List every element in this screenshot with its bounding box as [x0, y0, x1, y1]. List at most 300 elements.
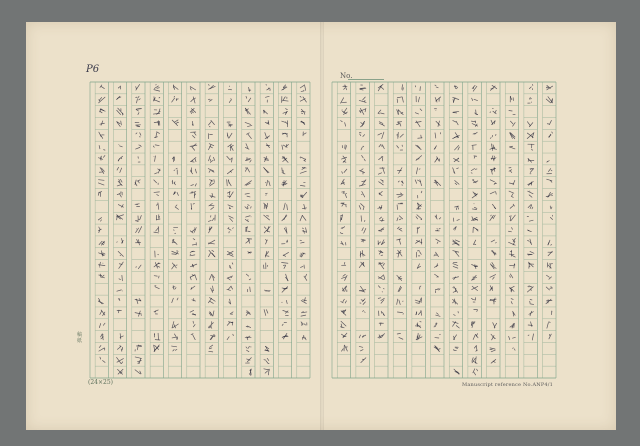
ink-stroke: [452, 243, 456, 244]
handwritten-character: [363, 310, 365, 312]
handwritten-character: [378, 275, 385, 280]
ink-stroke: [174, 96, 175, 97]
handwritten-character: [245, 108, 250, 114]
handwritten-character: [303, 132, 306, 136]
handwritten-character: [471, 121, 477, 127]
handwritten-character: [473, 227, 478, 232]
ink-stroke: [227, 156, 230, 160]
handwritten-character: [154, 180, 158, 185]
ink-stroke: [233, 334, 234, 335]
handwritten-character: [264, 369, 270, 375]
ink-stroke: [248, 231, 250, 232]
ink-stroke: [474, 99, 478, 100]
ink-stroke: [193, 239, 195, 240]
handwritten-character: [208, 169, 214, 173]
ink-stroke: [418, 227, 419, 228]
handwritten-character: [398, 286, 401, 291]
handwritten-character: [249, 369, 251, 375]
ink-stroke: [403, 88, 404, 91]
ink-stroke: [301, 301, 306, 304]
ink-stroke: [436, 315, 440, 316]
ink-stroke: [364, 101, 365, 102]
ink-stroke: [530, 301, 531, 304]
ink-stroke: [360, 350, 363, 351]
handwritten-character: [246, 274, 250, 280]
handwritten-character: [265, 346, 269, 351]
handwritten-character: [190, 144, 197, 150]
handwritten-character: [510, 133, 515, 139]
ink-stroke: [230, 312, 233, 314]
ink-stroke: [342, 172, 343, 174]
ink-stroke: [246, 347, 247, 348]
handwritten-character: [397, 203, 403, 209]
handwritten-character: [282, 333, 288, 339]
ink-stroke: [362, 155, 364, 157]
ink-stroke: [415, 113, 418, 114]
ink-stroke: [158, 227, 159, 232]
handwritten-character: [397, 97, 403, 103]
ink-stroke: [210, 301, 214, 303]
ink-stroke: [346, 145, 347, 149]
ink-stroke: [455, 206, 459, 207]
handwriting-ink: [98, 84, 552, 375]
ink-stroke: [195, 159, 196, 162]
handwritten-character: [491, 156, 496, 161]
handwritten-character: [154, 85, 160, 92]
ink-stroke: [209, 274, 211, 279]
ink-stroke: [453, 98, 459, 100]
ink-stroke: [229, 182, 231, 185]
handwritten-character: [282, 96, 289, 102]
handwritten-character: [191, 168, 197, 174]
ink-stroke: [510, 146, 513, 147]
ink-stroke: [493, 250, 495, 255]
handwritten-character: [418, 135, 422, 138]
ink-stroke: [208, 220, 211, 221]
ink-stroke: [362, 240, 366, 241]
ink-stroke: [140, 133, 141, 136]
ink-stroke: [119, 262, 123, 268]
ink-stroke: [436, 252, 439, 257]
handwritten-character: [415, 322, 421, 328]
ink-stroke: [99, 97, 101, 100]
handwritten-character: [342, 262, 346, 265]
handwritten-character: [342, 192, 347, 198]
ink-stroke: [382, 132, 384, 139]
handwritten-character: [264, 227, 270, 233]
handwritten-character: [378, 168, 384, 175]
ink-stroke: [453, 240, 459, 245]
ink-stroke: [154, 180, 157, 183]
handwritten-character: [120, 334, 123, 339]
handwritten-character: [402, 85, 403, 91]
ink-stroke: [117, 290, 122, 291]
ink-stroke: [266, 216, 268, 217]
ink-stroke: [496, 242, 497, 243]
handwritten-character: [415, 109, 422, 114]
handwritten-character: [227, 180, 231, 186]
handwritten-character: [191, 97, 196, 103]
handwritten-character: [192, 121, 193, 125]
ink-stroke: [282, 121, 285, 122]
ink-stroke: [527, 287, 533, 292]
ink-stroke: [359, 205, 361, 209]
handwritten-character: [379, 191, 382, 195]
handwritten-character: [416, 333, 422, 340]
ink-stroke: [135, 313, 141, 314]
handwritten-character: [282, 215, 287, 221]
ink-stroke: [379, 122, 383, 124]
ink-stroke: [512, 255, 515, 257]
ink-stroke: [248, 134, 251, 138]
handwritten-character: [453, 111, 459, 113]
handwritten-character: [285, 274, 288, 281]
ink-stroke: [137, 360, 141, 361]
handwritten-character: [529, 84, 533, 89]
ink-stroke: [301, 253, 302, 256]
handwritten-character: [548, 251, 552, 255]
ink-stroke: [300, 96, 301, 97]
ink-stroke: [514, 349, 515, 350]
ink-stroke: [362, 254, 365, 256]
handwritten-character: [490, 191, 496, 194]
handwritten-character: [453, 287, 458, 293]
handwritten-character: [135, 122, 140, 126]
ink-stroke: [174, 183, 175, 185]
ink-stroke: [249, 374, 251, 376]
handwritten-character: [416, 215, 422, 220]
ink-stroke: [455, 240, 459, 242]
ink-stroke: [399, 216, 402, 219]
handwritten-character: [210, 180, 215, 186]
ink-stroke: [300, 215, 302, 220]
handwritten-character: [263, 263, 267, 269]
ink-stroke: [361, 300, 364, 301]
ink-stroke: [157, 204, 158, 205]
ink-stroke: [250, 287, 251, 292]
ink-stroke: [245, 193, 249, 194]
handwritten-character: [227, 334, 233, 340]
handwritten-character: [118, 299, 120, 301]
ink-stroke: [360, 108, 363, 114]
handwritten-character: [154, 310, 158, 314]
handwritten-character: [173, 227, 177, 233]
handwritten-character: [118, 205, 123, 208]
handwritten-character: [474, 309, 478, 311]
ink-stroke: [510, 326, 512, 327]
ink-stroke: [472, 358, 473, 362]
handwritten-character: [98, 180, 104, 185]
handwritten-character: [227, 286, 233, 290]
handwritten-character: [379, 144, 384, 148]
ink-stroke: [284, 203, 285, 209]
handwritten-character: [245, 358, 251, 363]
handwritten-character: [136, 239, 141, 245]
ink-stroke: [209, 156, 211, 161]
ink-stroke: [381, 113, 385, 114]
ink-stroke: [285, 109, 287, 110]
handwritten-character: [264, 203, 268, 209]
ink-stroke: [362, 228, 364, 231]
ink-stroke: [453, 111, 459, 112]
ink-stroke: [120, 168, 122, 173]
handwritten-character: [527, 122, 532, 127]
ink-stroke: [122, 362, 123, 364]
ink-stroke: [363, 122, 364, 123]
ink-stroke: [210, 327, 211, 328]
handwritten-character: [415, 121, 421, 127]
handwritten-character: [153, 97, 160, 102]
handwritten-character: [249, 87, 251, 91]
handwritten-character: [509, 146, 515, 149]
handwritten-character: [378, 334, 385, 339]
handwritten-character: [510, 286, 515, 292]
handwritten-character: [455, 145, 460, 150]
ink-stroke: [100, 357, 101, 359]
handwritten-character: [397, 193, 403, 197]
handwritten-character: [191, 157, 196, 162]
handwritten-character: [154, 192, 159, 196]
ink-stroke: [421, 135, 422, 138]
handwritten-character: [154, 276, 159, 278]
ink-stroke: [509, 191, 514, 193]
handwritten-character: [528, 158, 534, 162]
ink-stroke: [453, 136, 457, 138]
ink-stroke: [363, 97, 366, 100]
handwritten-character: [300, 85, 305, 92]
ink-stroke: [159, 97, 160, 98]
ink-stroke: [344, 88, 345, 89]
handwritten-character: [528, 239, 532, 245]
ink-stroke: [229, 100, 230, 102]
handwritten-character: [266, 144, 269, 148]
ink-stroke: [399, 229, 402, 231]
handwritten-character: [173, 286, 176, 289]
ink-stroke: [475, 357, 476, 363]
handwritten-character: [209, 227, 212, 233]
ink-stroke: [158, 203, 159, 210]
ink-stroke: [493, 323, 495, 328]
ink-stroke: [436, 239, 441, 242]
handwritten-character: [266, 85, 270, 91]
ink-stroke: [421, 310, 422, 315]
handwritten-character: [99, 241, 105, 245]
handwritten-character: [435, 215, 441, 219]
handwritten-character: [245, 168, 249, 173]
ink-stroke: [172, 98, 175, 102]
handwritten-character: [119, 262, 123, 268]
ink-stroke: [363, 302, 365, 305]
handwritten-character: [117, 192, 122, 197]
ink-stroke: [381, 311, 382, 313]
ink-stroke: [265, 156, 267, 161]
ink-stroke: [436, 97, 441, 101]
ink-stroke: [136, 84, 140, 90]
ink-stroke: [528, 240, 530, 241]
ink-stroke: [191, 112, 192, 113]
ink-stroke: [247, 206, 248, 208]
handwritten-character: [379, 311, 385, 316]
handwritten-character: [453, 335, 456, 340]
ink-stroke: [302, 208, 306, 209]
ink-stroke: [138, 96, 139, 98]
handwritten-character: [302, 228, 306, 234]
ink-stroke: [490, 138, 491, 139]
ink-stroke: [230, 125, 231, 127]
ink-stroke: [363, 135, 365, 137]
ink-stroke: [209, 144, 214, 146]
ink-stroke: [194, 132, 196, 135]
ink-stroke: [400, 228, 402, 229]
handwritten-character: [136, 265, 141, 269]
ink-stroke: [191, 99, 194, 102]
handwritten-character: [118, 86, 120, 89]
handwritten-character: [99, 323, 105, 328]
ink-stroke: [304, 160, 306, 161]
ink-stroke: [342, 277, 346, 279]
handwritten-character: [229, 99, 231, 103]
handwritten-character: [209, 156, 215, 163]
handwritten-character: [229, 216, 234, 221]
ink-stroke: [173, 286, 174, 289]
ink-stroke: [192, 135, 194, 137]
handwritten-character: [302, 335, 306, 340]
handwritten-character: [434, 252, 439, 257]
ink-stroke: [154, 90, 160, 92]
ink-stroke: [472, 217, 473, 220]
ink-stroke: [98, 218, 101, 220]
handwritten-character: [397, 250, 402, 257]
ink-stroke: [529, 195, 532, 197]
handwritten-character: [227, 156, 232, 162]
handwritten-character: [415, 239, 421, 244]
ink-stroke: [300, 185, 305, 186]
handwritten-character: [378, 286, 384, 292]
ink-stroke: [302, 228, 303, 229]
ink-stroke: [99, 275, 102, 276]
handwritten-character: [548, 132, 552, 137]
handwritten-character: [153, 109, 160, 115]
ink-stroke: [248, 346, 249, 348]
handwritten-character: [99, 146, 105, 151]
handwritten-character: [546, 85, 552, 90]
ink-stroke: [211, 120, 215, 124]
ink-stroke: [99, 346, 101, 348]
ink-stroke: [138, 113, 139, 115]
ink-stroke: [341, 327, 344, 328]
handwritten-character: [227, 122, 232, 127]
handwritten-character: [415, 86, 420, 91]
handwritten-character: [359, 286, 365, 292]
ink-stroke: [439, 228, 440, 229]
ink-stroke: [122, 347, 123, 350]
ink-stroke: [195, 275, 197, 280]
ink-stroke: [513, 123, 516, 127]
handwritten-character: [343, 85, 347, 90]
ink-stroke: [301, 113, 302, 114]
ink-stroke: [98, 298, 99, 300]
handwritten-character: [490, 286, 493, 291]
handwritten-character: [190, 87, 195, 90]
ink-stroke: [264, 227, 266, 229]
handwritten-character: [119, 144, 122, 147]
ink-stroke: [247, 168, 250, 173]
ink-stroke: [265, 371, 268, 373]
ink-stroke: [265, 96, 269, 97]
handwritten-character: [172, 263, 177, 269]
handwritten-character: [282, 156, 288, 162]
handwritten-character: [117, 310, 121, 313]
handwritten-character: [547, 322, 550, 328]
ink-stroke: [383, 314, 384, 315]
handwritten-character: [509, 250, 515, 257]
ink-stroke: [344, 161, 346, 162]
ink-stroke: [136, 87, 137, 89]
ink-stroke: [473, 334, 475, 339]
ink-stroke: [509, 336, 510, 339]
ink-stroke: [434, 265, 437, 267]
ink-stroke: [208, 145, 210, 150]
ink-stroke: [209, 253, 211, 257]
ink-stroke: [490, 215, 494, 220]
ink-stroke: [230, 171, 231, 172]
handwritten-character: [117, 121, 122, 127]
ink-stroke: [301, 157, 306, 159]
handwritten-character: [228, 144, 234, 150]
ink-stroke: [453, 251, 459, 253]
ink-stroke: [436, 255, 437, 256]
ink-stroke: [416, 303, 420, 304]
handwritten-character: [264, 156, 269, 161]
ink-stroke: [510, 206, 513, 209]
handwritten-character: [546, 192, 552, 197]
ink-stroke: [227, 322, 230, 325]
ink-stroke: [246, 216, 251, 217]
handwritten-character: [300, 240, 304, 243]
handwritten-character: [209, 274, 214, 280]
ink-stroke: [490, 192, 494, 194]
handwritten-character: [528, 322, 532, 327]
handwritten-character: [264, 290, 270, 291]
ink-stroke: [212, 193, 213, 196]
ink-stroke: [99, 146, 100, 149]
handwritten-character: [172, 334, 178, 340]
ink-stroke: [456, 87, 457, 89]
handwritten-character: [282, 133, 287, 137]
ink-stroke: [379, 230, 384, 231]
ink-stroke: [172, 265, 175, 269]
ink-stroke: [379, 144, 381, 147]
ink-stroke: [476, 346, 477, 351]
handwritten-character: [513, 348, 515, 351]
ink-stroke: [102, 275, 104, 277]
handwritten-character: [528, 204, 533, 209]
handwritten-character: [546, 299, 552, 304]
ink-stroke: [98, 301, 103, 303]
ink-stroke: [399, 239, 400, 244]
ink-stroke: [359, 263, 363, 268]
ink-stroke: [304, 324, 306, 325]
ink-stroke: [384, 275, 385, 280]
handwritten-character: [208, 120, 214, 126]
ink-stroke: [228, 286, 231, 289]
ink-stroke: [344, 108, 347, 113]
handwritten-character: [509, 111, 515, 115]
handwritten-character: [435, 228, 440, 231]
ink-stroke: [209, 348, 212, 349]
handwritten-character: [359, 262, 364, 267]
handwritten-character: [490, 275, 496, 280]
